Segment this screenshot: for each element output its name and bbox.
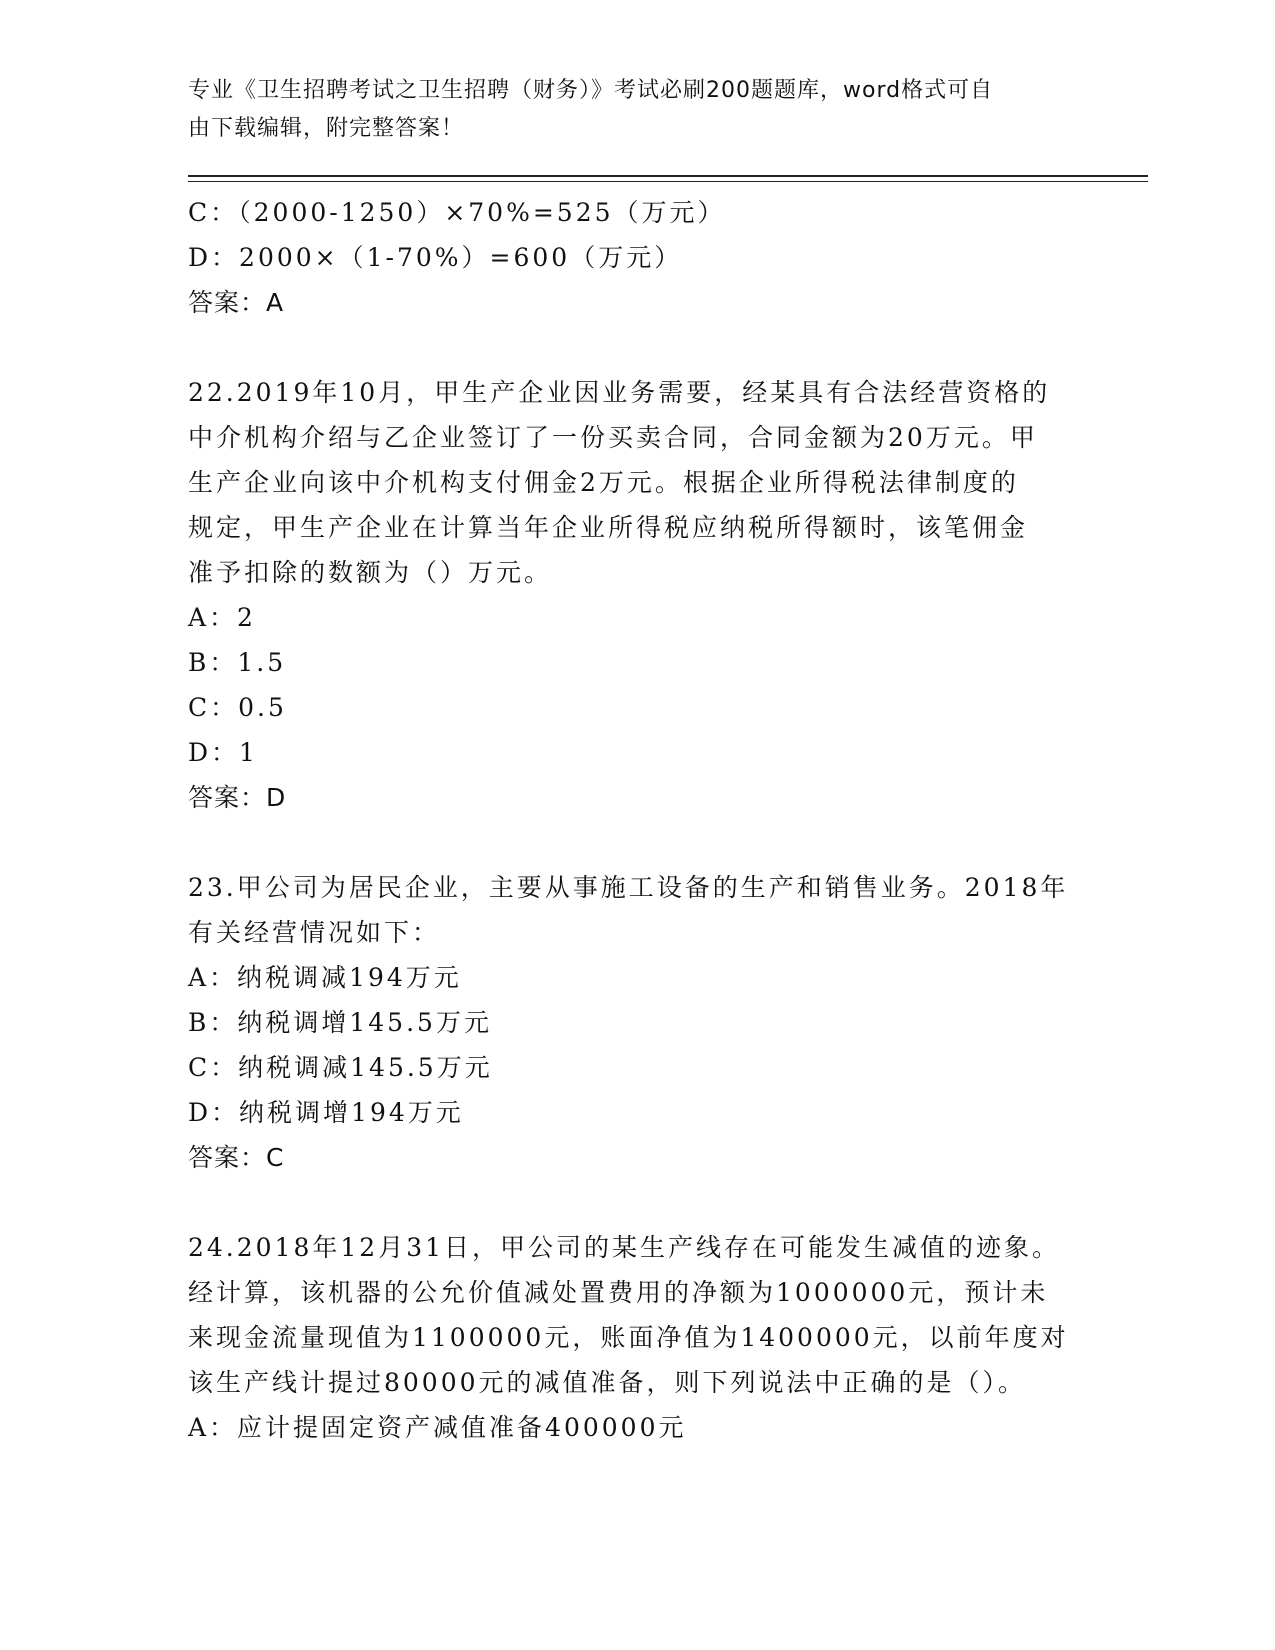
header-line: 专业《卫生招聘考试之卫生招聘（财务）》考试必刷200题题库，word格式可自 [188, 78, 994, 103]
question-text: 中介机构介绍与乙企业签订了一份买卖合同，合同金额为20万元。甲 [188, 423, 1038, 452]
answer: 答案：D [188, 783, 287, 812]
question-text: 有关经营情况如下： [188, 918, 441, 947]
question-text: 24.2018年12月31日，甲公司的某生产线存在可能发生减值的迹象。 [188, 1233, 1061, 1262]
option-b: B：1.5 [188, 648, 287, 677]
option-d: D：2000×（1-70%）=600（万元） [188, 243, 683, 272]
option-d: D：纳税调增194万元 [188, 1098, 464, 1127]
option-a: A：应计提固定资产减值准备400000元 [188, 1413, 687, 1442]
header-rule [188, 181, 1148, 182]
question-text: 22.2019年10月，甲生产企业因业务需要，经某具有合法经营资格的 [188, 378, 1051, 407]
question-text: 来现金流量现值为1100000元，账面净值为1400000元，以前年度对 [188, 1323, 1069, 1352]
question-text: 23.甲公司为居民企业，主要从事施工设备的生产和销售业务。2018年 [188, 873, 1069, 902]
option-c: C：纳税调减145.5万元 [188, 1053, 493, 1082]
question-text: 经计算，该机器的公允价值减处置费用的净额为1000000元，预计未 [188, 1278, 1049, 1307]
option-c: C：0.5 [188, 693, 287, 722]
option-d: D：1 [188, 738, 258, 767]
page-header [188, 72, 1068, 148]
header-line: 由下载编辑，附完整答案！ [188, 116, 465, 141]
option-a: A：2 [188, 603, 256, 632]
option-b: B：纳税调增145.5万元 [188, 1008, 492, 1037]
answer: 答案：A [188, 288, 285, 317]
answer: 答案：C [188, 1143, 285, 1172]
document-body [188, 190, 1088, 1450]
question-text: 准予扣除的数额为（）万元。 [188, 558, 553, 587]
option-a: A：纳税调减194万元 [188, 963, 462, 992]
question-22 [188, 370, 1088, 820]
question-text: 生产企业向该中介机构支付佣金2万元。根据企业所得税法律制度的 [188, 468, 1019, 497]
question-text: 该生产线计提过80000元的减值准备，则下列说法中正确的是（）。 [188, 1368, 1027, 1397]
header-rule [188, 175, 1148, 177]
question-24 [188, 1225, 1088, 1450]
question-text: 规定，甲生产企业在计算当年企业所得税应纳税所得额时，该笔佣金 [188, 513, 1029, 542]
option-c: C：（2000-1250）×70%=525（万元） [188, 198, 726, 227]
question-23 [188, 865, 1088, 1180]
